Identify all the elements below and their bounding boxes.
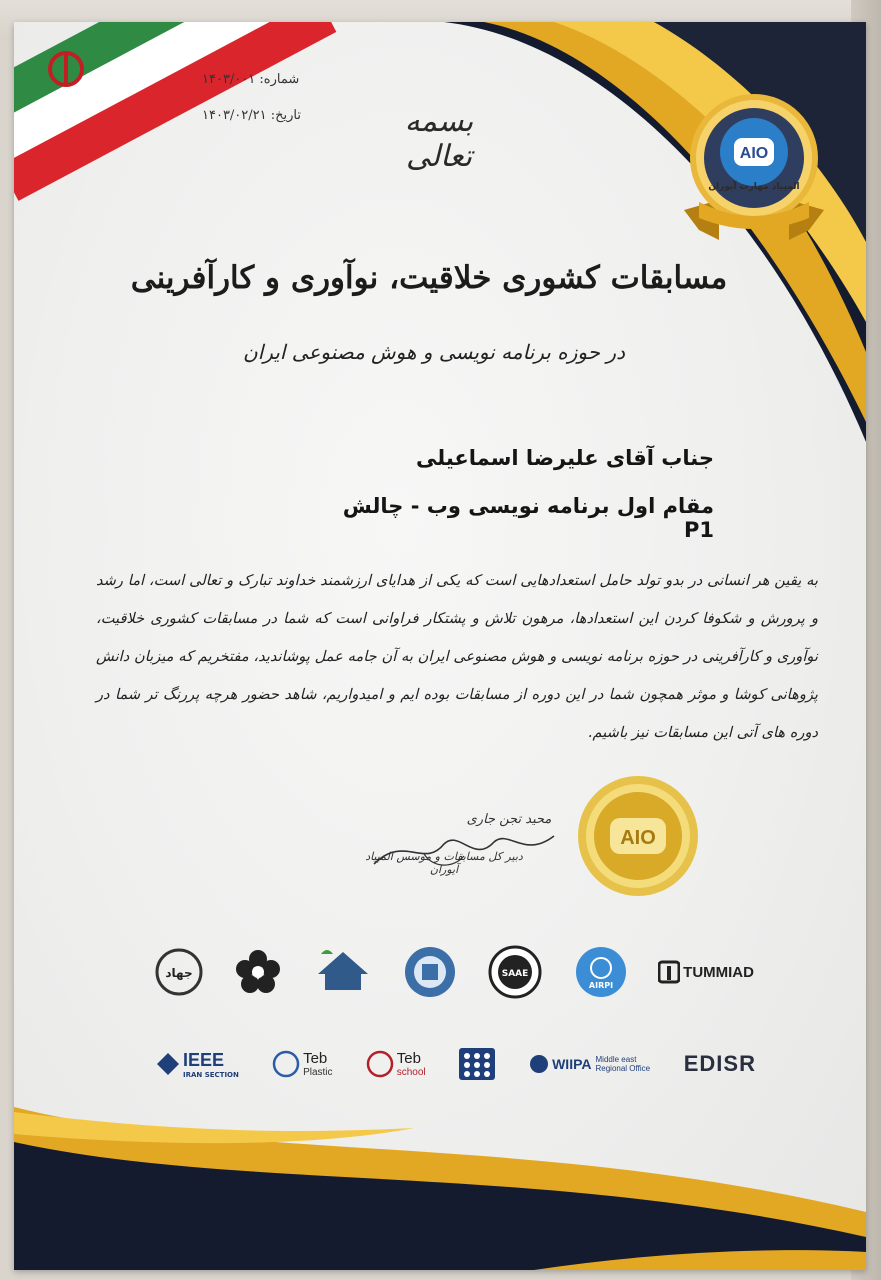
teb-school-logo	[365, 1034, 426, 1094]
wiipa-sub: Middle east Regional Office	[595, 1055, 651, 1073]
ieee-diamond-icon	[156, 1052, 180, 1076]
tummiad-icon	[658, 960, 680, 984]
number-label: شماره	[263, 72, 300, 87]
certificate-date: تاریخ: ۱۴۰۳/۰۲/۲۱	[202, 108, 302, 123]
svg-text:AIO: AIO	[620, 827, 656, 849]
wiipa-text: WIIPA	[552, 1056, 592, 1072]
date-label: تاریخ	[275, 108, 302, 123]
airpi-logo-icon	[573, 942, 629, 1002]
dots-logo-icon	[458, 1034, 496, 1094]
aio-badge-icon	[679, 90, 829, 250]
certificate-body: به یقین هر انسانی در بدو تولد حامل استعدادهایی است که یکی از هدایای ارزشمند خداوند تبارک و تعالی است، اما رشد و پرورش و شکوفا کردن این استعدادها، مرهون تلاش و پشتکار فراوانی است که شما در مسابقات کشوری خلاقیت، نوآوری و کارآفرینی در حوزه برنامه نویسی و هوش مصنوعی ایران به آن جامه عمل پوشاندید، مفتخریم که میزبان دانش پژوهانی کوشا و موثر همچون شما در این دوره از مسابقات بوده ایم و امیدواریم، شاهد حضور هرچه پررنگ تر شما در دوره های آتی این مسابقات نیز باشیم.	[96, 572, 818, 741]
teb-school-icon	[365, 1049, 395, 1079]
number-value: ۱۴۰۳/۰۰۱	[202, 72, 256, 87]
ieee-logo	[156, 1034, 239, 1094]
jahad-logo-icon	[154, 942, 204, 1002]
house-emblem-icon	[313, 942, 373, 1002]
teb-plastic-sub: Plastic	[303, 1067, 333, 1078]
basmala: بسمه تعالی	[404, 104, 474, 174]
gold-seal-icon	[576, 774, 700, 898]
certificate-title: مسابقات کشوری خلاقیت، نوآوری و کارآفرینی	[130, 260, 728, 296]
edisr-text: EDISR	[683, 1051, 756, 1076]
gear-emblem-icon	[402, 942, 458, 1002]
award-rank: مقام اول برنامه نویسی وب - چالش P1	[342, 494, 714, 542]
svg-text:جهاد: جهاد	[165, 966, 193, 980]
signature-name: محید تجن جاری	[466, 812, 552, 827]
teb-school-text: Teb	[396, 1050, 421, 1067]
certificate-number: شماره: ۱۴۰۳/۰۰۱	[202, 72, 300, 87]
wiipa-logo	[528, 1034, 651, 1094]
signature-title: دبیر کل مسابقات و موسس المپیاد آیوران	[365, 850, 523, 876]
recipient-name: جناب آقای علیرضا اسماعیلی	[416, 446, 714, 470]
tummiad-logo	[658, 942, 754, 1002]
teb-plastic-text: Teb	[303, 1050, 328, 1067]
sponsor-logos-row-1	[154, 942, 754, 1002]
ieee-text: IEEE	[183, 1049, 225, 1070]
certificate-subtitle: در حوزه برنامه نویسی و هوش مصنوعی ایران	[243, 340, 625, 364]
teb-plastic-icon	[271, 1049, 301, 1079]
edisr-logo	[684, 1034, 756, 1094]
date-value: ۱۴۰۳/۰۲/۲۱	[202, 108, 267, 123]
saae-logo-icon	[487, 942, 543, 1002]
teb-plastic-logo	[271, 1034, 332, 1094]
ieee-sub: IRAN SECTION	[183, 1070, 239, 1079]
sponsor-logos-row-2	[156, 1034, 756, 1094]
svg-text:AIRPI: AIRPI	[588, 981, 613, 990]
tummiad-text: TUMMIAD	[683, 963, 754, 981]
certificate-sheet	[14, 22, 866, 1270]
teb-school-sub: school	[396, 1067, 426, 1078]
flower-emblem-icon	[233, 942, 283, 1002]
svg-text:SAAE: SAAE	[502, 969, 529, 979]
svg-text:AIO: AIO	[739, 145, 769, 162]
wiipa-globe-icon	[528, 1053, 550, 1075]
aio-badge-caption: المپیاد مهارت آیوران	[708, 182, 800, 192]
